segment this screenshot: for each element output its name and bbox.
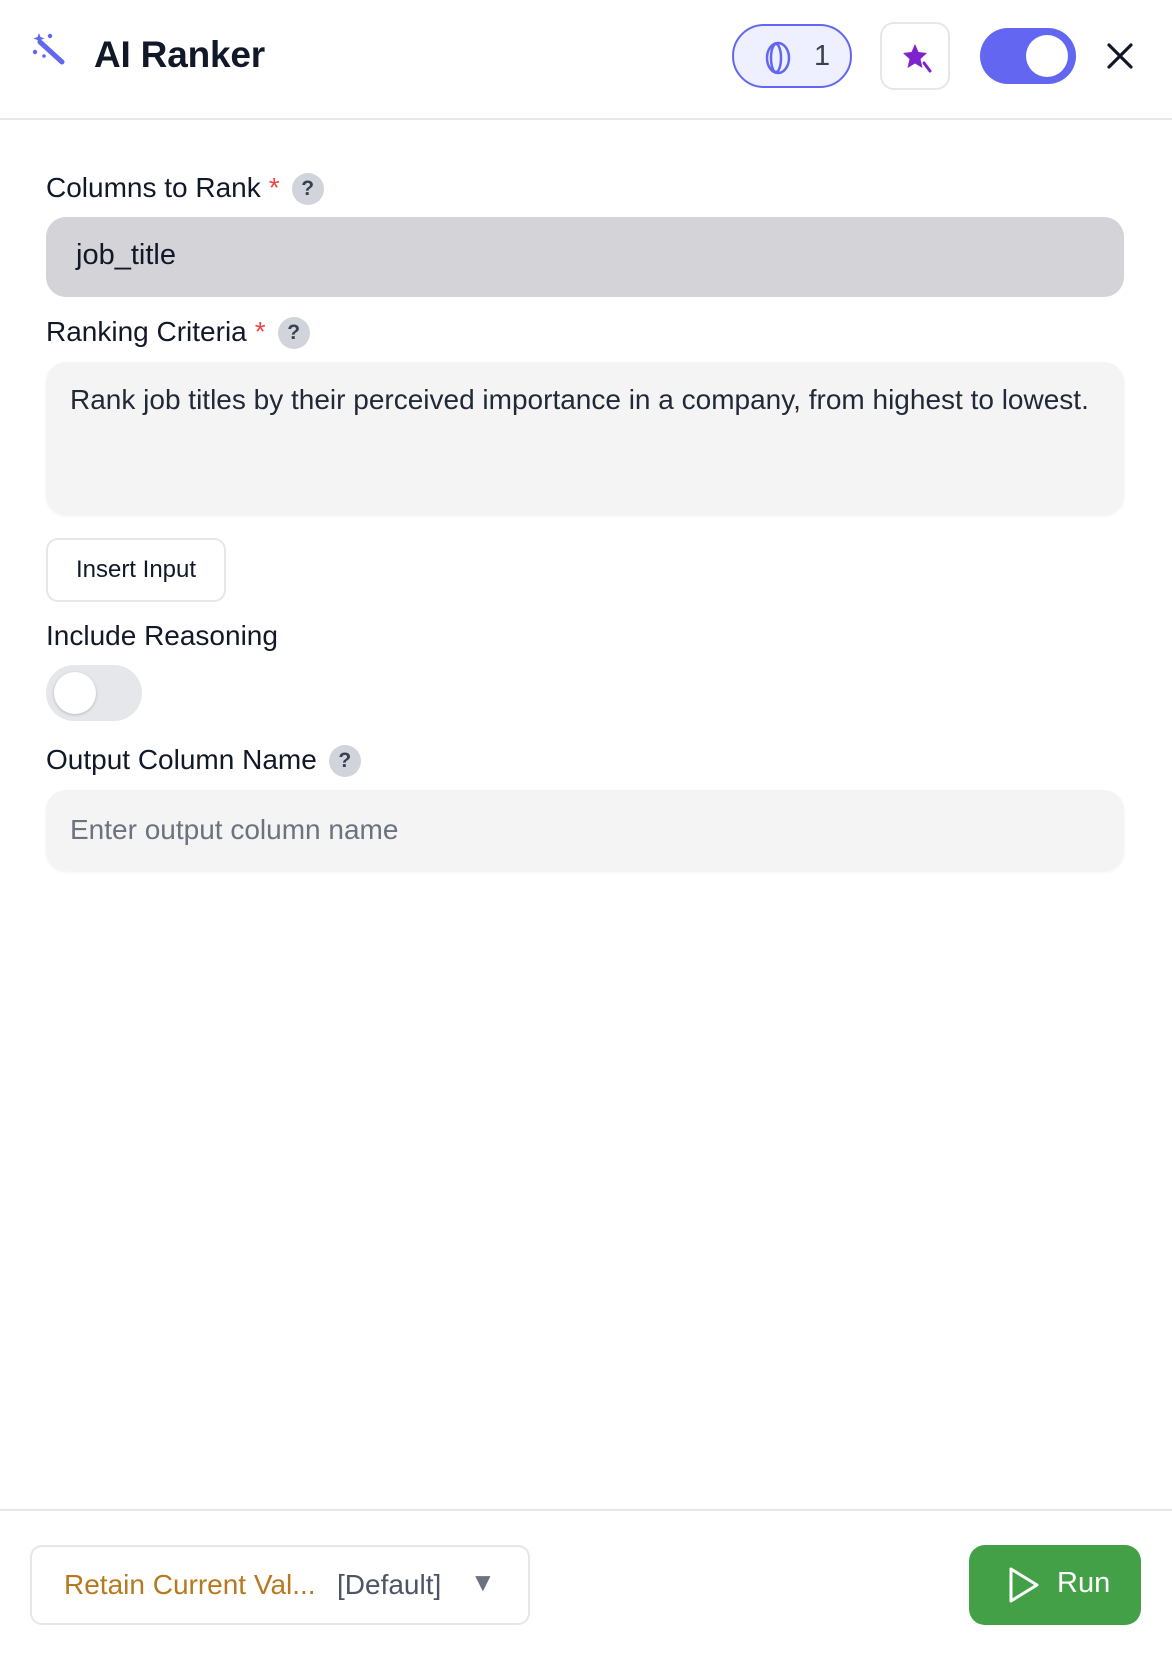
columns-to-rank-value: job_title: [76, 239, 176, 271]
ranking-criteria-label: [46, 316, 310, 349]
toggle-knob: [1026, 35, 1068, 77]
ai-sparkle-button[interactable]: [880, 22, 950, 90]
play-icon: [1003, 1565, 1043, 1605]
toggle-knob: [54, 672, 96, 714]
insert-input-button[interactable]: Insert Input: [46, 538, 226, 602]
retain-default-suffix: [Default]: [337, 1569, 442, 1600]
credits-badge[interactable]: [732, 24, 852, 88]
retain-value-select[interactable]: [30, 1545, 530, 1625]
output-column-name-label: [46, 744, 361, 777]
panel-header: [0, 0, 1172, 120]
columns-to-rank-select[interactable]: [46, 217, 1124, 297]
ranking-criteria-value: Rank job titles by their perceived importance in a company, from highest to lowest.: [70, 384, 1089, 415]
magic-wand-icon: [30, 30, 70, 70]
help-icon[interactable]: ?: [278, 317, 310, 349]
ranking-criteria-label-text: Ranking Criteria: [46, 316, 247, 347]
panel-title: AI Ranker: [94, 34, 265, 75]
required-mark: *: [254, 316, 266, 347]
include-reasoning-label: Include Reasoning: [46, 620, 278, 651]
credits-count: 1: [814, 40, 831, 72]
run-button[interactable]: [969, 1545, 1141, 1625]
close-icon[interactable]: [1100, 36, 1140, 76]
output-column-name-label-text: Output Column Name: [46, 744, 317, 775]
caret-down-icon: ▼: [470, 1567, 496, 1597]
enable-toggle[interactable]: [980, 28, 1076, 84]
run-label: Run: [1057, 1567, 1111, 1599]
required-mark: *: [268, 172, 280, 203]
panel-footer: [0, 1509, 1172, 1655]
help-icon[interactable]: ?: [292, 173, 324, 205]
ranking-criteria-textarea[interactable]: [46, 362, 1124, 514]
help-icon[interactable]: ?: [329, 745, 361, 777]
columns-to-rank-label: [46, 172, 324, 205]
include-reasoning-toggle[interactable]: [46, 665, 142, 721]
output-column-name-input[interactable]: [46, 790, 1124, 870]
retain-option-text: Retain Current Val...: [64, 1569, 316, 1600]
sparkle-icon: [900, 41, 934, 75]
coin-icon: [762, 40, 794, 76]
columns-to-rank-label-text: Columns to Rank: [46, 172, 261, 203]
